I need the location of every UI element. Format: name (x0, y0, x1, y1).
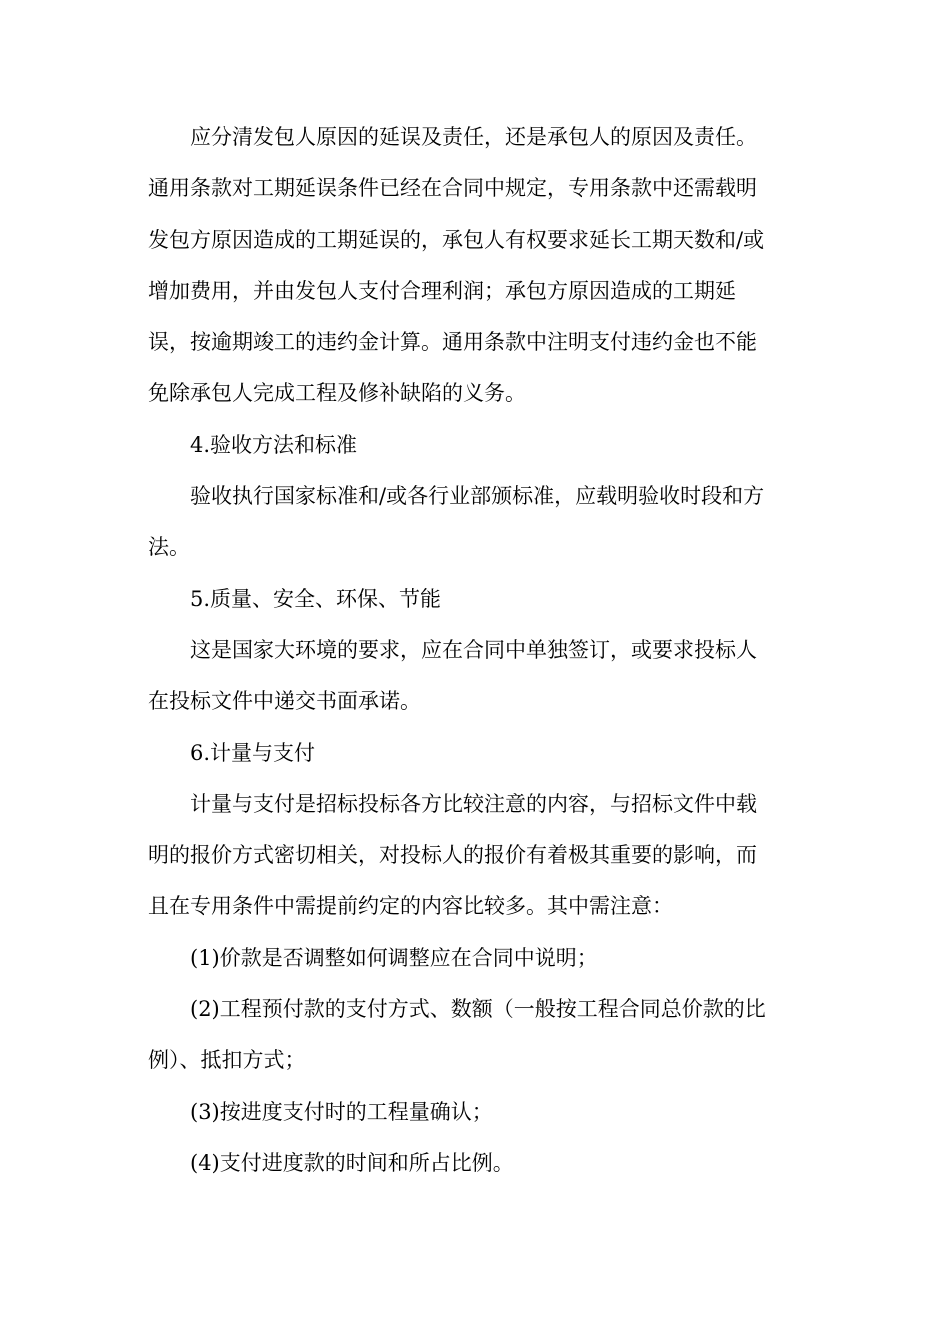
list-item-4: (4)支付进度款的时间和所占比例。 (190, 1150, 514, 1175)
section-heading-6: 6.计量与支付 (190, 740, 316, 765)
document-body (148, 112, 808, 1189)
text-line: 这是国家大环境的要求，应在合同中单独签订，或要求投标人 (190, 637, 757, 662)
text-line: 应分清发包人原因的延误及责任，还是承包人的原因及责任。 (190, 125, 757, 149)
text-line: 发包方原因造成的工期延误的，承包人有权要求延长工期天数和/或 (148, 227, 765, 252)
text-line: 通用条款对工期延误条件已经在合同中规定，专用条款中还需载明 (148, 176, 757, 201)
text-line: 法。 (148, 535, 190, 560)
list-item-2: (2)工程预付款的支付方式、数额（一般按工程合同总价款的比 (190, 997, 766, 1022)
section-heading-4: 4.验收方法和标准 (190, 432, 358, 457)
list-item-3: (3)按进度支付时的工程量确认； (190, 1099, 493, 1124)
list-item-1: (1)价款是否调整如何调整应在合同中说明； (190, 945, 598, 970)
text-line: 误，按逾期竣工的违约金计算。通用条款中注明支付违约金也不能 (148, 330, 757, 355)
text-line: 且在专用条件中需提前约定的内容比较多。其中需注意： (148, 894, 673, 919)
text-line: 例）、抵扣方式； (148, 1048, 306, 1073)
text-line: 增加费用，并由发包人支付合理利润；承包方原因造成的工期延 (148, 278, 736, 303)
section-heading-5: 5.质量、安全、环保、节能 (190, 586, 442, 611)
text-line: 验收执行国家标准和/或各行业部颁标准，应载明验收时段和方 (190, 484, 765, 509)
text-line: 计量与支付是招标投标各方比较注意的内容，与招标文件中载 (190, 791, 757, 816)
text-line: 在投标文件中递交书面承诺。 (148, 689, 421, 714)
text-line: 免除承包人完成工程及修补缺陷的义务。 (148, 381, 526, 406)
text-line: 明的报价方式密切相关，对投标人的报价有着极其重要的影响，而 (148, 843, 757, 868)
